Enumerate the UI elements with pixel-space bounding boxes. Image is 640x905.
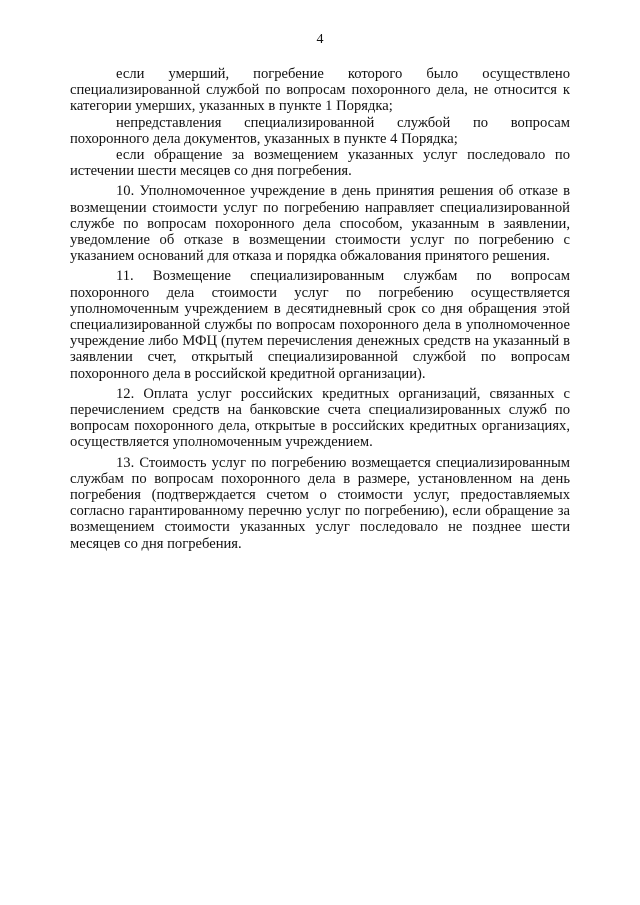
page-number: 4 xyxy=(316,32,324,47)
document-body xyxy=(70,66,570,552)
paragraph-clause-13: 13. Стоимость услуг по погребению возмещается специализированным службам по вопросам похоронного дела в размере, установленном на день погребения (подтверждается счетом о стоимости услуг, предоставляемых согласно гарантированному перечню услуг по погребению), если обращение за возмещением стоимости указанных услуг последовало не позднее шести месяцев со дня погребения. xyxy=(70,454,570,552)
paragraph-denial-reason-3: если обращение за возмещением указанных услуг последовало по истечении шести месяцев со дня погребения. xyxy=(70,147,570,180)
paragraph-clause-10: 10. Уполномоченное учреждение в день принятия решения об отказе в возмещении стоимости услуг по погребению направляет специализированной службе по вопросам похоронного дела способом, указанным в заявлении, уведомление об отказе в возмещении стоимости услуг по погребению с указанием оснований для отказа и порядка обжалования принятого решения. xyxy=(70,183,570,265)
paragraph-denial-reason-1: если умерший, погребение которого было осуществлено специализированной службой по вопросам похоронного дела, не относится к категории умерших, указанных в пункте 1 Порядка; xyxy=(70,66,570,115)
paragraph-denial-reason-2: непредставления специализированной службой по вопросам похоронного дела документов, указанных в пункте 4 Порядка; xyxy=(70,114,570,147)
paragraph-clause-11: 11. Возмещение специализированным службам по вопросам похоронного дела стоимости услуг по погребению осуществляется уполномоченным учреждением в десятидневный срок со дня обращения этой специализированной службы по вопросам похоронного дела в уполномоченное учреждение либо МФЦ (путем перечисления денежных средств на указанный в заявлении счет, открытый специализированной службой по вопросам похоронного дела в российской кредитной организации). xyxy=(70,268,570,382)
paragraph-clause-12: 12. Оплата услуг российских кредитных организаций, связанных с перечислением средств на банковские счета специализированных служб по вопросам похоронного дела, открытые в российских кредитных организациях, осуществляется уполномоченным учреждением. xyxy=(70,385,570,451)
